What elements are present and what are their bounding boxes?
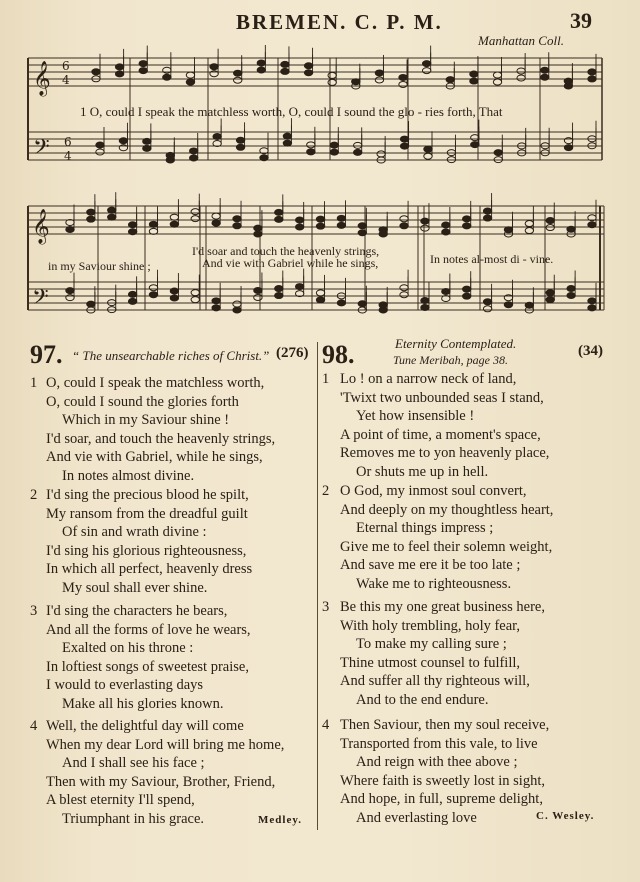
note-head — [446, 77, 454, 83]
note-head — [163, 74, 171, 80]
note-head — [399, 81, 407, 87]
note-head — [283, 140, 291, 146]
note-head — [421, 304, 429, 310]
note-head — [379, 231, 387, 237]
note-head — [546, 297, 554, 303]
note-head — [170, 295, 178, 301]
note-head — [233, 307, 241, 313]
hymn97-number: 97. — [30, 340, 63, 369]
note-head — [358, 223, 366, 229]
note-head — [470, 71, 478, 77]
music-glyph: 6 — [64, 135, 72, 149]
system2-lyric-mid2: And vie with Gabriel while he sings, — [202, 256, 379, 270]
note-head — [424, 153, 432, 159]
note-head — [212, 298, 220, 304]
note-head — [442, 222, 450, 228]
note-head — [471, 142, 479, 148]
page-number: 39 — [570, 8, 592, 33]
note-head — [354, 142, 362, 148]
note-head — [139, 68, 147, 74]
verse-line: I'd sing the precious blood he spilt, — [46, 487, 249, 503]
note-head — [424, 146, 432, 152]
note-head — [400, 223, 408, 229]
note-head — [358, 230, 366, 236]
note-head — [421, 218, 429, 224]
note-head — [260, 155, 268, 161]
note-head — [212, 213, 220, 219]
stanza-number: 4 — [30, 718, 38, 734]
note-head — [588, 76, 596, 82]
stanza-number: 2 — [322, 483, 330, 499]
verse-line: Yet how insensible ! — [356, 408, 475, 425]
note-head — [422, 61, 430, 67]
note-head — [375, 70, 383, 76]
hymn98-number: 98. — [322, 340, 355, 369]
note-head — [295, 284, 303, 290]
note-head — [421, 225, 429, 231]
verse-line: With holy trembling, holy fear, — [340, 617, 521, 634]
note-head — [149, 285, 157, 291]
verse-line: And save me ere it be too late ; — [340, 557, 521, 574]
verse-line: O, could I sound the glories forth — [46, 393, 239, 410]
note-head — [399, 74, 407, 80]
note-head — [128, 291, 136, 297]
note-head — [96, 149, 104, 155]
note-head — [546, 290, 554, 296]
music-glyph: 𝄢 — [33, 135, 50, 165]
note-head — [463, 286, 471, 292]
note-head — [128, 222, 136, 228]
note-head — [191, 290, 199, 296]
note-head — [236, 137, 244, 143]
note-head — [119, 138, 127, 144]
verse-line: And to the end endure. — [356, 692, 489, 708]
verse-line: Then Saviour, then my soul receive, — [340, 717, 550, 733]
note-head — [493, 79, 501, 85]
note-head — [275, 293, 283, 299]
verse-line: Wake me to righteousness. — [356, 576, 512, 592]
note-head — [234, 77, 242, 83]
verse-line: I'd sing his glorious righteousness, — [46, 542, 247, 559]
note-head — [400, 292, 408, 298]
note-head — [567, 292, 575, 298]
note-head — [233, 301, 241, 307]
note-head — [358, 301, 366, 307]
note-head — [87, 216, 95, 222]
note-head — [115, 71, 123, 77]
note-head — [139, 61, 147, 67]
note-head — [316, 290, 324, 296]
music-glyph: 𝄞 — [33, 61, 51, 96]
verse-line: Eternal things impress ; — [356, 520, 494, 537]
note-head — [541, 67, 549, 73]
note-head — [483, 306, 491, 312]
note-head — [149, 228, 157, 234]
note-head — [191, 209, 199, 215]
verse-line: Thine utmost counsel to fulfill, — [340, 654, 521, 671]
note-head — [108, 214, 116, 220]
system1-lyrics: 1 O, could I speak the matchless worth, O, could I sound the glo - ries forth, That — [80, 104, 503, 119]
verse-line: O God, my inmost soul convert, — [340, 483, 527, 499]
verse-line: Of sin and wrath divine : — [62, 524, 207, 541]
note-head — [316, 297, 324, 303]
verse-line: Removes me to yon heavenly place, — [340, 445, 550, 462]
note-head — [66, 288, 74, 294]
verse-line: Be this my one great business here, — [340, 599, 545, 615]
music-glyph: 4 — [64, 149, 72, 163]
note-head — [494, 150, 502, 156]
note-head — [115, 64, 123, 70]
verse-line: Triumphant in his grace. — [62, 811, 205, 827]
verse-line: Make all his glories known. — [62, 696, 224, 712]
hymn97-ref: (276) — [276, 345, 309, 361]
note-head — [442, 229, 450, 235]
note-head — [170, 214, 178, 220]
system2-lyric-left: in my Saviour shine ; — [48, 259, 151, 273]
note-head — [254, 225, 262, 231]
hymn97-title: “ The unsearchable riches of Christ.” — [72, 348, 270, 363]
hymn98-ref: (34) — [578, 343, 603, 359]
note-head — [567, 285, 575, 291]
stanza-number: 1 — [30, 375, 38, 391]
note-head — [87, 209, 95, 215]
note-head — [546, 225, 554, 231]
note-head — [295, 224, 303, 230]
note-head — [493, 72, 501, 78]
note-head — [463, 216, 471, 222]
column-divider — [317, 342, 318, 830]
note-head — [275, 209, 283, 215]
note-head — [66, 226, 74, 232]
hymn98-title: Eternity Contemplated. — [395, 336, 517, 351]
note-head — [304, 70, 312, 76]
note-head — [517, 75, 525, 81]
verse-line: And everlasting love — [356, 810, 477, 826]
verse-line: And hope, in full, supreme delight, — [340, 791, 543, 808]
hymn98-tune: Tune Meribah, page 38. — [393, 353, 508, 367]
note-head — [108, 207, 116, 213]
note-head — [143, 138, 151, 144]
music-glyph: 6 — [62, 59, 70, 73]
verse-line: In which all perfect, heavenly dress — [46, 561, 253, 578]
note-head — [328, 72, 336, 78]
verse-line: In notes almost divine. — [62, 468, 195, 484]
note-head — [354, 149, 362, 155]
stanza-number: 3 — [30, 603, 38, 619]
note-head — [400, 285, 408, 291]
verse-line: And vie with Gabriel, while he sings, — [46, 449, 263, 466]
note-head — [254, 231, 262, 237]
note-head — [143, 145, 151, 151]
note-head — [525, 221, 533, 227]
verse-line: When my dear Lord will bring me home, — [46, 736, 285, 753]
note-head — [588, 305, 596, 311]
verse-line: Transported from this vale, to live — [340, 735, 538, 752]
music-glyph: 𝄞 — [32, 209, 50, 244]
stanza-number: 3 — [322, 599, 330, 615]
note-head — [213, 133, 221, 139]
note-head — [541, 74, 549, 80]
note-head — [186, 79, 194, 85]
note-head — [275, 286, 283, 292]
note-head — [307, 142, 315, 148]
verse-line: A blest eternity I'll spend, — [46, 792, 195, 809]
tune-composer: Manhattan Coll. — [478, 33, 564, 48]
note-head — [564, 145, 572, 151]
music-glyph: 4 — [62, 73, 70, 87]
note-head — [96, 142, 104, 148]
note-head — [254, 294, 262, 300]
note-head — [234, 70, 242, 76]
note-head — [257, 60, 265, 66]
verse-line: Give me to feel their solemn weight, — [340, 538, 553, 555]
verse-line: Where faith is sweetly lost in sight, — [340, 772, 545, 789]
note-head — [337, 300, 345, 306]
verse-line: I'd sing the characters he bears, — [46, 603, 228, 619]
note-head — [128, 229, 136, 235]
verse-line: And all the forms of love he wears, — [46, 621, 251, 638]
note-head — [190, 148, 198, 154]
note-head — [463, 293, 471, 299]
verse-line: Lo ! on a narrow neck of land, — [340, 371, 517, 387]
system2-lyric-mid1: I'd soar and touch the heavenly strings, — [192, 244, 380, 258]
hymn97-signature: Medley. — [258, 814, 302, 826]
note-head — [149, 292, 157, 298]
note-head — [483, 208, 491, 214]
note-head — [400, 143, 408, 149]
note-head — [517, 68, 525, 74]
verse-line: O, could I speak the matchless worth, — [46, 375, 265, 391]
note-head — [87, 301, 95, 307]
note-head — [588, 222, 596, 228]
verse-line: Exalted on his throne : — [62, 640, 194, 657]
note-head — [421, 297, 429, 303]
music-glyph: 𝄢 — [32, 285, 49, 315]
verse-line: And I shall see his face ; — [62, 755, 205, 772]
note-head — [463, 223, 471, 229]
tune-title: BREMEN. C. P. M. — [236, 10, 443, 34]
note-head — [504, 302, 512, 308]
note-head — [307, 149, 315, 155]
note-head — [170, 221, 178, 227]
note-head — [295, 217, 303, 223]
note-head — [275, 216, 283, 222]
note-head — [128, 298, 136, 304]
note-head — [233, 216, 241, 222]
stanza-number: 4 — [322, 717, 330, 733]
note-head — [337, 215, 345, 221]
note-head — [483, 215, 491, 221]
verse-line: Which in my Saviour shine ! — [62, 412, 230, 429]
verse-line: And deeply on my thoughtless heart, — [340, 501, 554, 518]
note-head — [330, 142, 338, 148]
note-head — [257, 67, 265, 73]
note-head — [328, 79, 336, 85]
note-head — [166, 157, 174, 163]
note-head — [191, 216, 199, 222]
note-head — [546, 218, 554, 224]
note-head — [210, 64, 218, 70]
note-head — [254, 287, 262, 293]
note-head — [316, 223, 324, 229]
note-head — [170, 288, 178, 294]
note-head — [377, 151, 385, 157]
note-head — [281, 68, 289, 74]
note-head — [375, 77, 383, 83]
note-head — [588, 298, 596, 304]
note-head — [525, 228, 533, 234]
verse-line: Well, the delightful day will come — [46, 718, 244, 734]
note-head — [191, 297, 199, 303]
note-head — [400, 136, 408, 142]
verse-line: In loftiest songs of sweetest praise, — [46, 658, 249, 675]
note-head — [283, 133, 291, 139]
verse-line: Then with my Saviour, Brother, Friend, — [46, 773, 276, 790]
stanza-number: 1 — [322, 371, 330, 387]
note-head — [212, 305, 220, 311]
verse-line: To make my calling sure ; — [356, 636, 507, 653]
note-head — [442, 289, 450, 295]
note-head — [233, 223, 241, 229]
note-head — [212, 220, 220, 226]
verse-line: 'Twixt two unbounded seas I stand, — [340, 389, 544, 406]
note-head — [483, 299, 491, 305]
verse-line: I would to everlasting days — [46, 677, 204, 694]
note-head — [190, 155, 198, 161]
note-head — [330, 149, 338, 155]
note-head — [236, 144, 244, 150]
note-head — [92, 69, 100, 75]
note-head — [281, 61, 289, 67]
verse-line: Or shuts me up in hell. — [356, 464, 489, 480]
note-head — [400, 216, 408, 222]
verse-line: And reign with thee above ; — [356, 754, 518, 771]
verse-line: My ransom from the dreadful guilt — [46, 505, 248, 522]
verse-line: I'd soar, and touch the heavenly strings, — [46, 430, 276, 447]
note-head — [564, 83, 572, 89]
note-head — [588, 69, 596, 75]
hymn98-signature: C. Wesley. — [536, 810, 595, 822]
note-head — [337, 222, 345, 228]
note-head — [149, 221, 157, 227]
note-head — [186, 72, 194, 78]
note-head — [316, 216, 324, 222]
verse-line: And suffer all thy righteous will, — [340, 673, 530, 690]
note-head — [304, 63, 312, 69]
system2-lyric-right: In notes al-most di - vine. — [430, 252, 554, 266]
note-head — [422, 68, 430, 74]
music-score — [0, 0, 640, 340]
note-head — [470, 78, 478, 84]
verse-line: A point of time, a moment's space, — [340, 426, 541, 443]
note-head — [379, 307, 387, 313]
stanza-number: 2 — [30, 487, 38, 503]
verse-line: My soul shall ever shine. — [62, 580, 208, 596]
